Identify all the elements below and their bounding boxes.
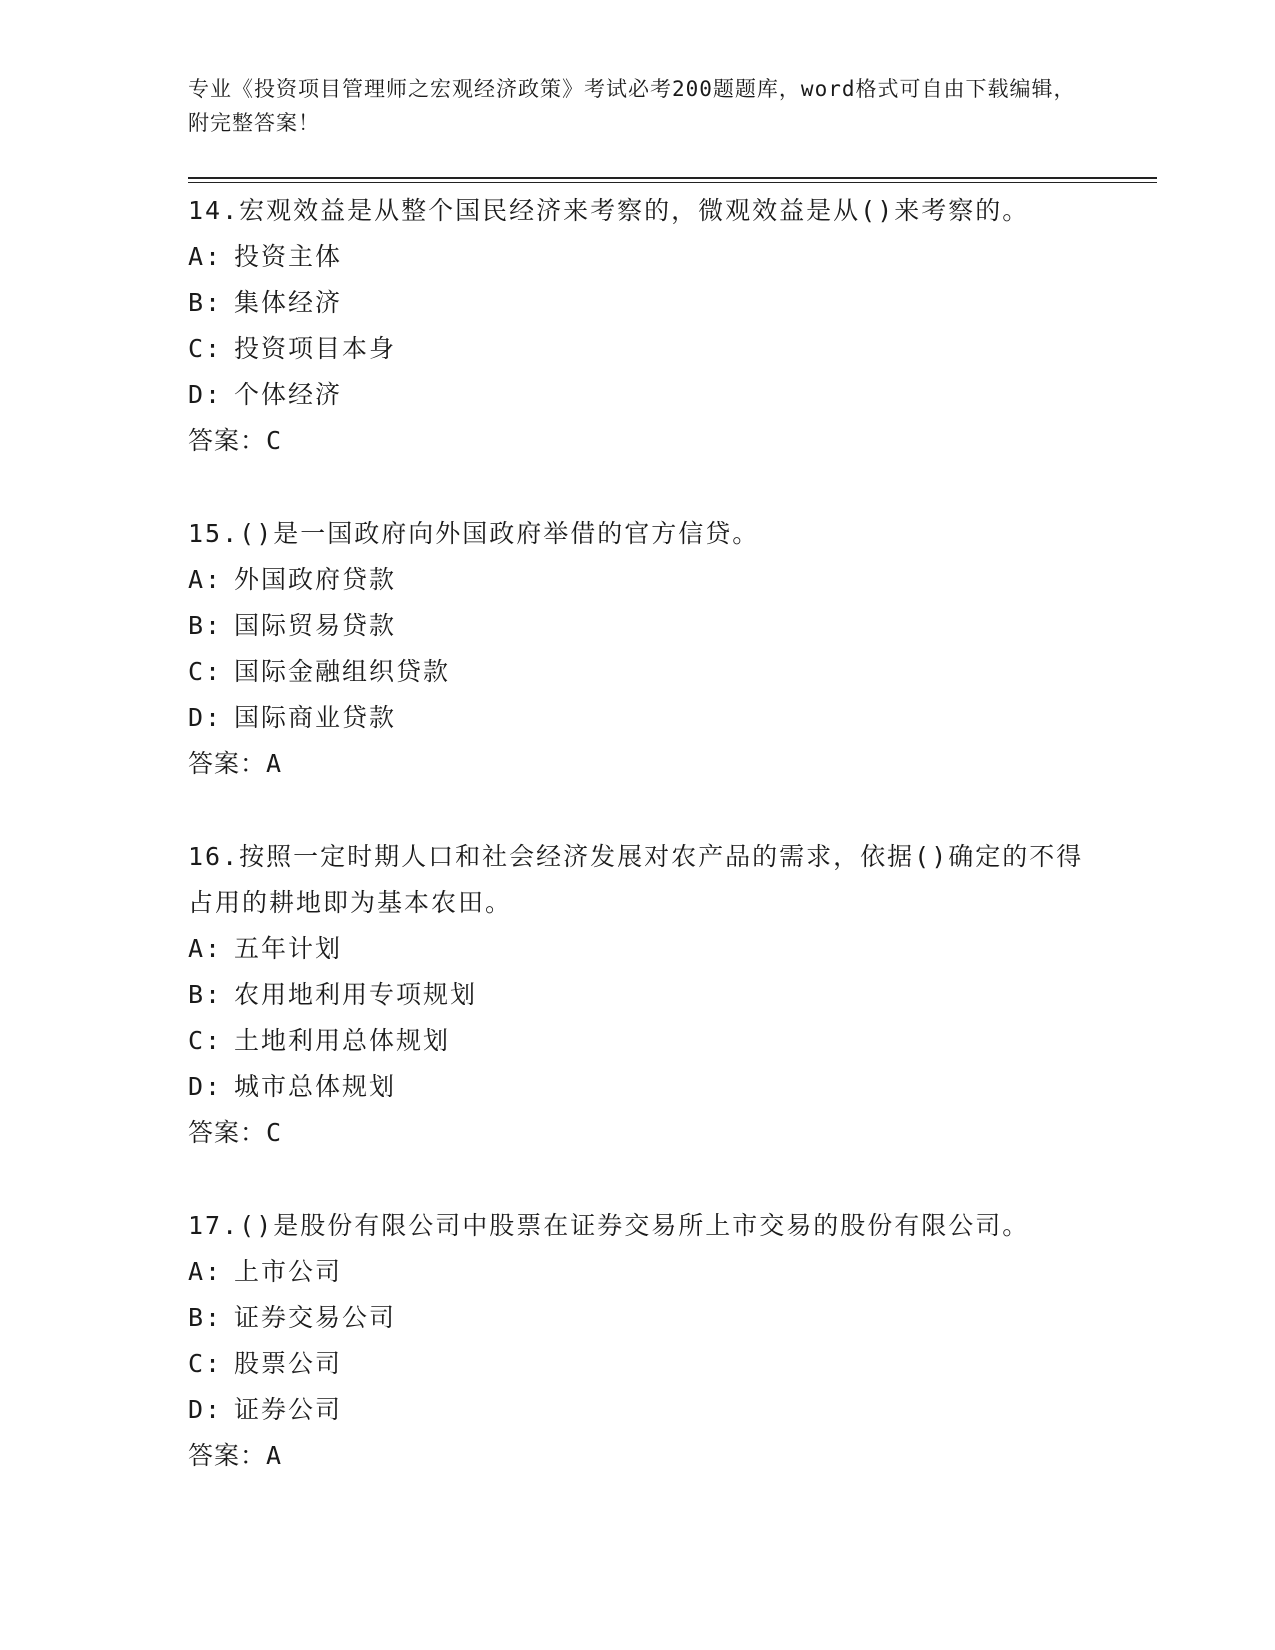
option-key: C: (188, 1349, 223, 1378)
option-key: B: (188, 980, 223, 1009)
option-key: B: (188, 1303, 223, 1332)
option-key: C: (188, 334, 223, 363)
option-a (188, 234, 1088, 280)
option-a (188, 557, 1088, 603)
option-text: 个体经济 (234, 380, 343, 409)
option-text: 农用地利用专项规划 (234, 980, 478, 1009)
option-text: 集体经济 (234, 288, 343, 317)
option-d (188, 1064, 1088, 1110)
answer (188, 418, 1088, 464)
option-key: C: (188, 657, 223, 686)
option-key: D: (188, 703, 223, 732)
option-key: D: (188, 1072, 223, 1101)
answer-value: A (266, 749, 283, 778)
option-text: 上市公司 (234, 1257, 343, 1286)
option-b (188, 1295, 1088, 1341)
option-d (188, 695, 1088, 741)
answer (188, 1433, 1088, 1479)
option-text: 股票公司 (234, 1349, 343, 1378)
option-text: 外国政府贷款 (234, 565, 397, 594)
option-b (188, 280, 1088, 326)
option-b (188, 603, 1088, 649)
option-a (188, 926, 1088, 972)
option-b (188, 972, 1088, 1018)
option-d (188, 1387, 1088, 1433)
question-number: 17. (188, 1211, 240, 1240)
option-text: 证券交易公司 (234, 1303, 397, 1332)
option-key: C: (188, 1026, 223, 1055)
option-text: 证券公司 (234, 1395, 343, 1424)
answer-label: 答案： (188, 1118, 267, 1147)
answer-value: A (266, 1441, 283, 1470)
question-number: 16. (188, 842, 240, 871)
question-stem (188, 188, 1088, 234)
option-a (188, 1249, 1088, 1295)
option-key: A: (188, 934, 223, 963)
question-stem (188, 834, 1088, 926)
question-text: 按照一定时期人口和社会经济发展对农产品的需求，依据()确定的不得占用的耕地即为基本农田。 (188, 842, 1084, 917)
answer (188, 1110, 1088, 1156)
answer-label: 答案： (188, 1441, 267, 1470)
question-text: ()是一国政府向外国政府举借的官方信贷。 (239, 519, 760, 548)
answer-label: 答案： (188, 426, 267, 455)
question-16 (188, 834, 1088, 1156)
question-stem (188, 511, 1088, 557)
answer-value: C (266, 426, 283, 455)
question-list (188, 188, 1088, 1526)
answer-label: 答案： (188, 749, 267, 778)
question-number: 15. (188, 519, 240, 548)
option-key: D: (188, 380, 223, 409)
question-14 (188, 188, 1088, 464)
option-key: A: (188, 1257, 223, 1286)
option-c (188, 1018, 1088, 1064)
option-c (188, 326, 1088, 372)
question-number: 14. (188, 196, 240, 225)
option-text: 投资主体 (234, 242, 343, 271)
question-15 (188, 511, 1088, 787)
option-d (188, 372, 1088, 418)
option-key: D: (188, 1395, 223, 1424)
option-text: 国际金融组织贷款 (234, 657, 451, 686)
question-stem (188, 1203, 1088, 1249)
option-text: 土地利用总体规划 (234, 1026, 451, 1055)
option-text: 五年计划 (234, 934, 343, 963)
question-text: 宏观效益是从整个国民经济来考察的，微观效益是从()来考察的。 (239, 196, 1030, 225)
option-text: 国际贸易贷款 (234, 611, 397, 640)
option-c (188, 649, 1088, 695)
question-text: ()是股份有限公司中股票在证券交易所上市交易的股份有限公司。 (239, 1211, 1030, 1240)
option-key: B: (188, 288, 223, 317)
option-text: 国际商业贷款 (234, 703, 397, 732)
option-key: A: (188, 565, 223, 594)
question-17 (188, 1203, 1088, 1479)
document-header: 专业《投资项目管理师之宏观经济政策》考试必考200题题库，word格式可自由下载编辑，附完整答案！ (188, 77, 1076, 135)
header-divider-thick (188, 177, 1157, 179)
option-key: B: (188, 611, 223, 640)
option-key: A: (188, 242, 223, 271)
answer-value: C (266, 1118, 283, 1147)
option-text: 投资项目本身 (234, 334, 397, 363)
header-divider-thin (188, 182, 1157, 183)
answer (188, 741, 1088, 787)
option-c (188, 1341, 1088, 1387)
option-text: 城市总体规划 (234, 1072, 397, 1101)
